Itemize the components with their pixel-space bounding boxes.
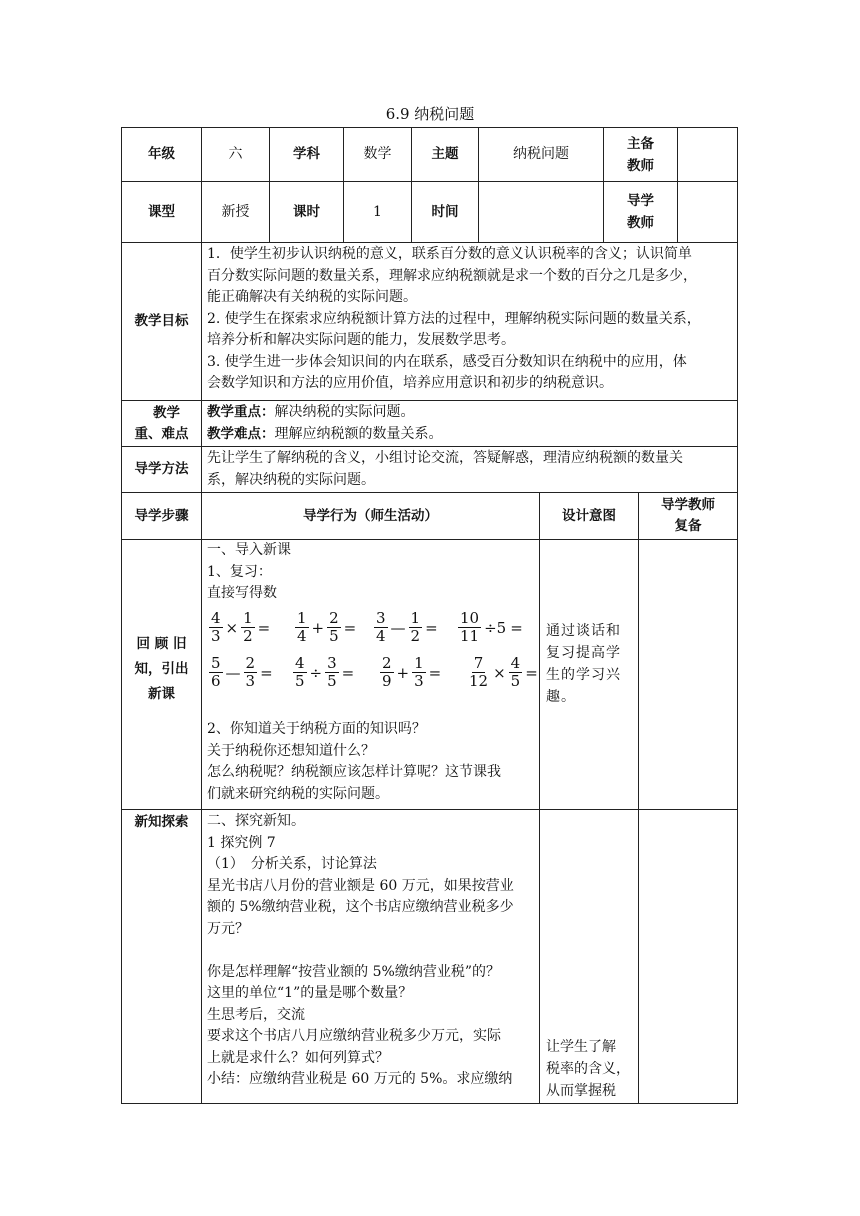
- review-intent: [546, 620, 634, 708]
- explore-line: 星光书店八月份的营业额是 60 万元，如果按营业: [207, 877, 514, 894]
- topic-label: 主题: [431, 146, 459, 162]
- goals-label: 教学目标: [134, 313, 189, 329]
- review-questions: [207, 719, 537, 805]
- intent-line: 通过谈话和: [546, 623, 621, 639]
- lead-teacher-value: [678, 128, 737, 181]
- expression: $\frac{5}{6}$ — $\frac{2}{3}$ =: [211, 654, 273, 690]
- lesson-type-label: 课型: [148, 203, 175, 220]
- teacher-prep-header-line: 复备: [674, 518, 702, 534]
- explore-line: 二、探究新知。: [207, 813, 305, 829]
- review-line: 关于纳税你还想知道什么？: [207, 742, 375, 759]
- explore-line: 生思考后，交流: [207, 1006, 305, 1023]
- intent-line: 税率的含义，: [546, 1061, 630, 1077]
- grade-value: 六: [228, 146, 243, 162]
- subject-value: 数学: [363, 146, 392, 162]
- goals-line: 1．使学生初步认识纳税的意义，联系百分数的意义认识税率的含义；认识简单: [207, 246, 692, 262]
- method-line: 系，解决纳税的实际问题。: [207, 471, 375, 488]
- topic-value: 纳税问题: [513, 146, 569, 162]
- lesson-type-value: 新授: [221, 203, 250, 220]
- explore-intent: [546, 1036, 636, 1102]
- intent-header: 设计意图: [562, 507, 616, 524]
- intent-line: 复习提高学: [546, 645, 621, 661]
- intent-line: 让学生了解: [546, 1039, 616, 1055]
- explore-line: 小结：应缴纳营业税是 60 万元的 5%。求应缴纳: [207, 1071, 513, 1087]
- focus-label: 教学重点：: [207, 404, 275, 420]
- intent-line: 趣。: [546, 689, 576, 705]
- expression: $\frac{4}{5}$ ÷ $\frac{3}{5}$ =: [295, 654, 355, 690]
- subject-label: 学科: [293, 146, 320, 162]
- expression: $\frac{4}{3}$ × $\frac{1}{2}$ =: [211, 609, 271, 645]
- key-points-text: [207, 402, 735, 445]
- review-line: 一、导入新课: [207, 542, 291, 558]
- teacher-prep-header-line: 导学教师: [661, 497, 715, 513]
- periods-value: 1: [373, 203, 382, 220]
- review-intro: [207, 540, 537, 605]
- goals-line: 百分数实际问题的数量关系，理解求应纳税额就是求一个数的百分之几是多少，: [207, 267, 697, 284]
- table-border: [201, 242, 202, 492]
- time-value: [479, 182, 603, 242]
- table-border: [121, 400, 738, 401]
- table-border: [121, 446, 738, 447]
- explore-line: 你是怎样理解“按营业额的 5%缴纳营业税”的？: [207, 963, 500, 980]
- method-label: 导学方法: [134, 461, 189, 477]
- teacher-prep-header: [639, 493, 737, 539]
- explore-line: 要求这个书店八月应缴纳营业税多少万元，实际: [207, 1028, 501, 1044]
- goals-line: 能正确解决有关纳税的实际问题。: [207, 289, 417, 305]
- method-line: 先让学生了解纳税的含义，小组讨论交流，答疑解惑，理清应纳税额的数量关: [207, 450, 683, 466]
- explore-line: [207, 940, 537, 962]
- review-label: [122, 632, 201, 712]
- method-text: [207, 448, 735, 491]
- goals-line: 培养分析和解决实际问题的能力，发展数学思考。: [207, 332, 515, 348]
- explore-line: 万元？: [207, 920, 249, 937]
- table-border: [737, 127, 738, 1104]
- table-border: [121, 809, 738, 810]
- difficulty-label: 教学难点：: [207, 425, 275, 442]
- expression: $\frac{7}{12}$ × $\frac{4}{5}$ =: [469, 654, 538, 690]
- review-label-line: 新课: [148, 686, 175, 702]
- explore-label: 新知探索: [134, 814, 189, 830]
- key-points-label-line: 重、难点: [134, 426, 189, 442]
- table-border: [121, 1103, 738, 1104]
- explore-line: 这里的单位“1”的量是哪个数量？: [207, 985, 413, 1001]
- goals-line: 会数学知识和方法的应用价值，培养应用意识和初步的纳税意识。: [207, 375, 613, 391]
- explore-line: 1 探究例 7: [207, 834, 276, 851]
- explore-line: 上就是求什么？如何列算式？: [207, 1049, 389, 1066]
- periods-label: 课时: [293, 203, 320, 220]
- explore-line: （1） 分析关系，讨论算法: [207, 856, 377, 872]
- lead-teacher-label: 主备教师: [627, 135, 654, 174]
- review-line: 2、你知道关于纳税方面的知识吗？: [207, 721, 426, 737]
- goals-text: [207, 244, 735, 395]
- review-line: 们就来研究纳税的实际问题。: [207, 785, 389, 802]
- guide-teacher-value: [678, 182, 737, 242]
- review-line: 直接写得数: [207, 585, 277, 601]
- focus-text: 解决纳税的实际问题。: [274, 404, 415, 420]
- expression: $\frac{2}{9}$ + $\frac{1}{3}$ =: [382, 654, 442, 690]
- key-points-label: [122, 401, 201, 446]
- goals-line: 2. 使学生在探索求应纳税额计算方法的过程中，理解纳税实际问题的数量关系，: [207, 310, 701, 327]
- table-border: [539, 492, 540, 1104]
- review-label-line: 知，引出: [134, 661, 189, 677]
- expression: $\frac{1}{4}$ + $\frac{2}{5}$ =: [297, 609, 357, 645]
- review-line: 1、复习：: [207, 563, 272, 580]
- table-border: [638, 492, 639, 1104]
- expression: $\frac{3}{4}$ — $\frac{1}{2}$ =: [376, 609, 438, 645]
- grade-label: 年级: [148, 146, 175, 162]
- document-title: 6.9 纳税问题: [385, 105, 475, 123]
- steps-header: 导学步骤: [134, 507, 189, 524]
- difficulty-text: 理解应纳税额的数量关系。: [274, 425, 443, 442]
- key-points-label-line: 教学: [153, 405, 180, 421]
- review-label-line: 回 顾 旧: [136, 636, 187, 652]
- table-border: [201, 492, 202, 1104]
- guide-teacher-label: 导学教师: [627, 193, 654, 231]
- goals-line: 3. 使学生进一步体会知识间的内在联系，感受百分数知识在纳税中的应用，体: [207, 353, 687, 370]
- explore-line: 额的 5%缴纳营业税，这个书店应缴纳营业税多少: [207, 899, 514, 915]
- expression: $\frac{10}{11}$ ÷5 =: [460, 609, 523, 645]
- explore-text: [207, 811, 537, 1091]
- intent-line: 生的学习兴: [546, 667, 621, 683]
- intent-line: 从而掌握税: [546, 1083, 616, 1099]
- review-line: 怎么纳税呢？纳税额应该怎样计算呢？这节课我: [207, 764, 501, 780]
- table-border: [121, 242, 738, 243]
- behavior-header: 导学行为（师生活动）: [303, 507, 438, 524]
- time-label: 时间: [431, 203, 459, 220]
